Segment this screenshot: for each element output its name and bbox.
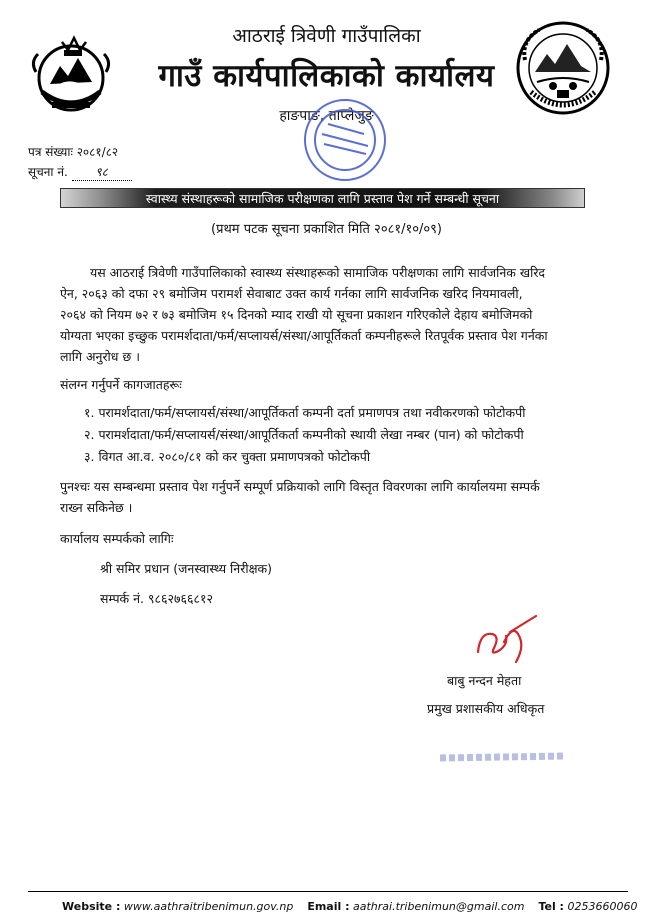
attachments-heading: संलग्न गर्नुपर्ने कागजातहरूः — [60, 377, 182, 392]
letter-number: पत्र संख्याः २०८१/८२ — [28, 145, 119, 159]
body-line: लागि अनुरोध छ । — [60, 349, 140, 364]
notice-body — [60, 262, 607, 367]
postscript-line: पुनश्चः यस सम्बन्धमा प्रस्ताव पेश गर्नुपर्ने सम्पूर्ण प्रक्रियाको लागि विस्तृत विवरणका लागि कार्यालयमा सम्पर्क — [60, 479, 540, 494]
footer-contact — [62, 900, 637, 913]
notice-number-value: ९८ — [72, 163, 132, 181]
body-line: योग्यता भएका इच्छुक परामर्शदाता/फर्म/सप्लायर्स/संस्था/आपूर्तिकर्ता कम्पनीहरूले रितपूर्वक प्रस्ताव पेश गर्नका — [60, 328, 548, 343]
office-address: हाङपाङ, ताप्लेजुङ — [279, 108, 374, 124]
body-line: ऐन, २०६३ को दफा २९ बमोजिम परामर्श सेवाबाट उक्त कार्य गर्नका लागि सार्वजनिक खरिद नियमावली, — [60, 286, 523, 301]
attachment-item: २. परामर्शदाता/फर्म/सप्लायर्स/संस्था/आपूर्तिकर्ता कम्पनीको स्थायी लेखा नम्बर (पान) को फोटोकपी — [84, 427, 524, 442]
office-title: गाउँ कार्यपालिकाको कार्यालय — [158, 58, 495, 94]
tel-number: 0253660060 — [567, 900, 638, 913]
office-stamp-icon — [290, 94, 400, 186]
contact-person: श्री समिर प्रधान (जनस्वास्थ्य निरीक्षक) — [100, 561, 273, 576]
postscript-line: राख्न सकिनेछ । — [60, 500, 133, 515]
contact-heading: कार्यालय सम्पर्कको लागिः — [60, 531, 174, 546]
footer-divider — [28, 891, 628, 892]
notice-title: स्वास्थ्य संस्थाहरूको सामाजिक परीक्षणका लागि प्रस्ताव पेश गर्ने सम्बन्धी सूचना — [145, 191, 500, 206]
municipality-name: आठराई त्रिवेणी गाउँपालिका — [232, 25, 421, 47]
website-link[interactable]: www.aathraitribenimun.gov.np — [123, 900, 294, 913]
tel-label: Tel : — [538, 900, 564, 913]
website-label: Website : — [62, 900, 121, 913]
signatory-title: प्रमुख प्रशासकीय अधिकृत — [427, 701, 545, 716]
body-line: २०६४ को नियम ७२ र ७३ बमोजिम १५ दिनको म्याद राखी यो सूचना प्रकाशन गरिएकोले देहाय बमोजिमको — [60, 307, 533, 322]
notice-number-label: सूचना नं. — [28, 165, 68, 179]
signatory-name: बाबु नन्दन मेहता — [447, 673, 522, 688]
notice-number — [28, 163, 132, 181]
attachment-item: १. परामर्शदाता/फर्म/सप्लायर्स/संस्था/आपूर्तिकर्ता कम्पनी दर्ता प्रमाणपत्र तथा नवीकरणको फोटोकपी — [84, 405, 526, 420]
body-line: यस आठराई त्रिवेणी गाउँपालिकाको स्वास्थ्य संस्थाहरूको सामाजिक परीक्षणका लागि सार्वजनिक खरिद — [90, 265, 546, 280]
publication-date: (प्रथम पटक सूचना प्रकाशित मिति २०८१/१०/०९) — [211, 222, 442, 237]
signature-icon — [470, 612, 540, 674]
email-label: Email : — [307, 900, 350, 913]
contact-phone: सम्पर्क नं. ९८६२७६६८१२ — [100, 591, 213, 606]
email-link[interactable]: aathrai.tribenimun@gmail.com — [352, 900, 525, 913]
attachment-item: ३. विगत आ.व. २०८०/८१ को कर चुक्ता प्रमाणपत्रको फोटोकपी — [84, 449, 371, 464]
faint-stamp-icon — [438, 748, 568, 768]
